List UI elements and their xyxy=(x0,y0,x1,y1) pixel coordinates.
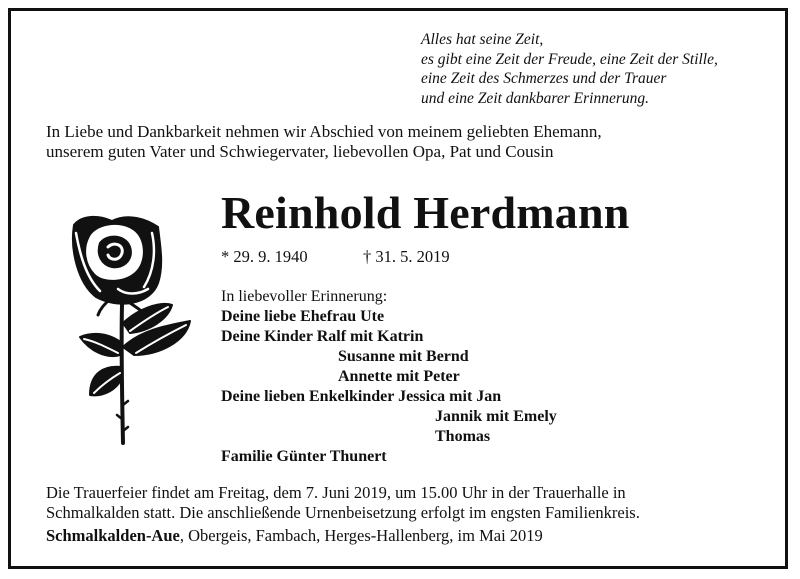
mourner-wife: Deine liebe Ehefrau Ute xyxy=(221,308,385,325)
rose-icon xyxy=(60,205,200,455)
service-line: Die Trauerfeier findet am Freitag, dem 7. Juni 2019, um 15.00 Uhr in der Trauerhalle in xyxy=(46,483,626,502)
place-town: Schmalkalden-Aue xyxy=(46,526,180,545)
intro-text xyxy=(46,122,602,162)
place-rest: , Obergeis, Fambach, Herges-Hallenberg, im Mai 2019 xyxy=(179,526,543,545)
intro-line: unserem guten Vater und Schwiegervater, liebevollen Opa, Pat und Cousin xyxy=(46,142,554,161)
birth-date: * 29. 9. 1940 xyxy=(221,247,308,266)
mourners-list xyxy=(221,287,641,467)
mourner-family: Familie Günter Thunert xyxy=(221,448,387,465)
mourners-heading: In liebevoller Erinnerung: xyxy=(221,288,388,305)
poem-line: eine Zeit des Schmerzes und der Trauer xyxy=(421,70,667,87)
death-date: † 31. 5. 2019 xyxy=(363,247,450,266)
poem-line: und eine Zeit dankbarer Erinnerung. xyxy=(421,89,650,107)
deceased-name: Reinhold Herdmann xyxy=(221,187,630,238)
life-dates xyxy=(221,247,450,267)
poem-line: es gibt eine Zeit der Freude, eine Zeit der Stille, xyxy=(421,50,718,68)
mourner-children: Deine Kinder Ralf mit Katrin xyxy=(221,328,424,345)
poem-line: Alles hat seine Zeit, xyxy=(421,31,544,48)
mourner-grandchildren: Deine lieben Enkelkinder Jessica mit Jan xyxy=(221,388,502,405)
mourner-grandchild: Jannik mit Emely xyxy=(435,408,557,425)
poem xyxy=(421,30,718,108)
service-info xyxy=(46,483,640,523)
place-and-date xyxy=(46,526,543,546)
mourner-child: Annette mit Peter xyxy=(338,368,460,385)
service-line: Schmalkalden statt. Die anschließende Urnenbeisetzung erfolgt im engsten Familienkreis. xyxy=(46,503,640,522)
mourner-grandchild: Thomas xyxy=(435,428,491,445)
mourner-child: Susanne mit Bernd xyxy=(338,348,469,365)
intro-line: In Liebe und Dankbarkeit nehmen wir Abschied von meinem geliebten Ehemann, xyxy=(46,122,602,141)
